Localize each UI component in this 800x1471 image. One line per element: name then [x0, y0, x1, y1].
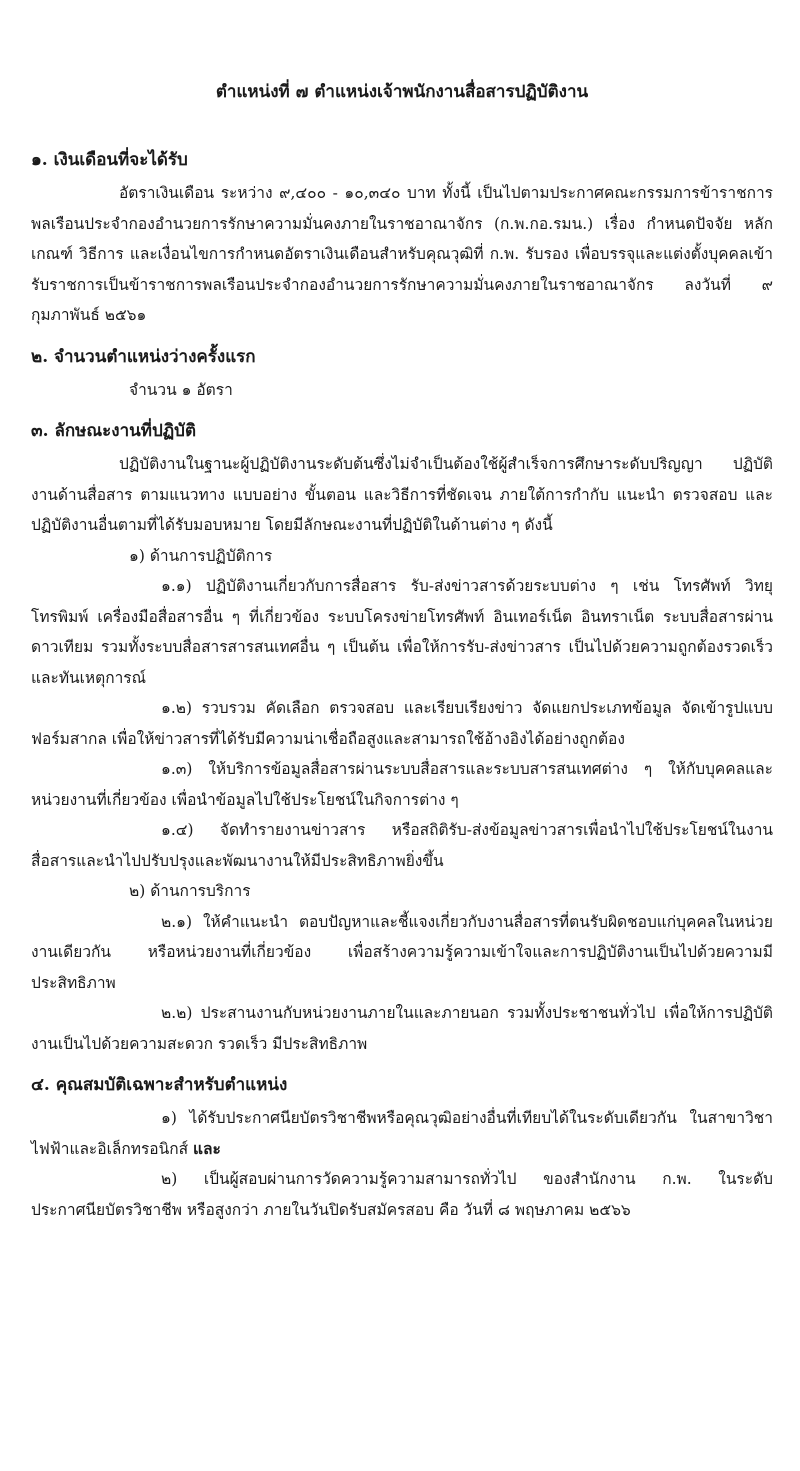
duty-item-1-3: ๑.๓) ให้บริการข้อมูลสื่อสารผ่านระบบสื่อสารและระบบสารสนเทศต่าง ๆ ให้กับบุคคลและ หน่วยงานที่เกี่ยวข้อง เพื่อนำข้อมูลไปใช้ประโยชน์ในกิจการต่าง ๆ	[31, 760, 773, 809]
section-salary	[31, 148, 773, 331]
qualification-item-1	[31, 1103, 773, 1164]
qualification-item-2: ๒) เป็นผู้สอบผ่านการวัดความรู้ความสามารถทั่วไป ของสำนักงาน ก.พ. ในระดับประกาศนียบัตรวิชาชีพ หรือสูงกว่า ภายในวันปิดรับสมัครสอบ คือ วันที่ ๘ พฤษภาคม ๒๕๖๖	[31, 1170, 773, 1219]
duty-item-1-2: ๑.๒) รวบรวม คัดเลือก ตรวจสอบ และเรียบเรียงข่าว จัดแยกประเภทข้อมูล จัดเข้ารูปแบบฟอร์มสากล เพื่อให้ข่าวสารที่ได้รับมีความน่าเชื่อถือสูงและสามารถใช้อ้างอิงได้อย่างถูกต้อง	[31, 699, 773, 748]
qualification-item-1-suffix: และ	[192, 1138, 221, 1158]
section-qualifications-heading: ๔. คุณสมบัติเฉพาะสำหรับตำแหน่ง	[31, 1075, 288, 1095]
duty-item-2-2: ๒.๒) ประสานงานกับหน่วยงานภายในและภายนอก รวมทั้งประชาชนทั่วไป เพื่อให้การปฏิบัติงานเป็นไปด้วยความสะดวก รวดเร็ว มีประสิทธิภาพ	[31, 1004, 773, 1053]
section-vacancies-body: จำนวน ๑ อัตรา	[129, 380, 233, 399]
section-duties-intro: ปฏิบัติงานในฐานะผู้ปฏิบัติงานระดับต้นซึ่งไม่จำเป็นต้องใช้ผู้สำเร็จการศึกษาระดับปริญญา ปฏิบัติงานด้านสื่อสาร ตามแนวทาง แบบอย่าง ขั้นตอน และวิธีการที่ชัดเจน ภายใต้การกำกับ แนะนำ ตรวจสอบ และปฏิบัติงานอื่นตามที่ได้รับมอบหมาย โดยมีลักษณะงานที่ปฏิบัติในด้านต่าง ๆ ดังนี้	[31, 455, 773, 534]
duties-service-heading: ๒) ด้านการบริการ	[129, 882, 251, 900]
section-vacancies-heading: ๒. จำนวนตำแหน่งว่างครั้งแรก	[31, 346, 256, 367]
duty-item-1-4: ๑.๔) จัดทำรายงานข่าวสาร หรือสถิติรับ-ส่งข้อมูลข่าวสารเพื่อนำไปใช้ประโยชน์ในงานสื่อสารและนำไปปรับปรุงและพัฒนางานให้มีประสิทธิภาพยิ่งขึ้น	[31, 821, 773, 870]
duty-item-2-1: ๒.๑) ให้คำแนะนำ ตอบปัญหาและชี้แจงเกี่ยวกับงานสื่อสารที่ตนรับผิดชอบแก่บุคคลในหน่วยงานเดียวกัน หรือหน่วยงานที่เกี่ยวข้อง เพื่อสร้างความรู้ความเข้าใจและการปฏิบัติงานเป็นไปด้วยความมีประสิทธิภาพ	[31, 912, 773, 992]
position-title: ตำแหน่งที่ ๗ ตำแหน่งเจ้าพนักงานสื่อสารปฏิบัติงาน	[215, 82, 589, 102]
section-salary-heading: ๑. เงินเดือนที่จะได้รับ	[31, 150, 188, 170]
section-vacancies	[31, 345, 773, 406]
section-duties-heading: ๓. ลักษณะงานที่ปฏิบัติ	[31, 421, 196, 441]
duty-item-1-1: ๑.๑) ปฏิบัติงานเกี่ยวกับการสื่อสาร รับ-ส่งข่าวสารด้วยระบบต่าง ๆ เช่น โทรศัพท์ วิทยุ โทรพิมพ์ เครื่องมือสื่อสารอื่น ๆ ที่เกี่ยวข้อง ระบบโครงข่ายโทรศัพท์ อินเทอร์เน็ต อินทราเน็ต ระบบสื่อสารผ่านดาวเทียม รวมทั้งระบบสื่อสารสารสนเทศอื่น ๆ เป็นต้น เพื่อให้การรับ-ส่งข่าวสาร เป็นไปด้วยความถูกต้องรวดเร็ว และทันเหตุการณ์	[31, 577, 773, 687]
duties-operations-heading: ๑) ด้านการปฏิบัติการ	[129, 546, 273, 565]
qualification-item-1-text: ๑) ได้รับประกาศนียบัตรวิชาชีพหรือคุณวุฒิอย่างอื่นที่เทียบได้ในระดับเดียวกัน ในสาขาวิชาไฟฟ้าและอิเล็กทรอนิกส์	[31, 1109, 773, 1158]
section-salary-body: อัตราเงินเดือน ระหว่าง ๙,๔๐๐ - ๑๐,๓๔๐ บาท ทั้งนี้ เป็นไปตามประกาศคณะกรรมการข้าราชการพลเรือนประจำกองอำนวยการรักษาความมั่นคงภายในราชอาณาจักร (ก.พ.กอ.รมน.) เรื่อง กำหนดปัจจัย หลักเกณฑ์ วิธีการ และเงื่อนไขการกำหนดอัตราเงินเดือนสำหรับคุณวุฒิที่ ก.พ. รับรอง เพื่อบรรจุและแต่งตั้งบุคคลเข้ารับราชการเป็นข้าราชการพลเรือนประจำกองอำนวยการรักษาความมั่นคงภายในราชอาณาจักร ลงวันที่ ๙ กุมภาพันธ์ ๒๕๖๑	[31, 184, 773, 324]
section-qualifications	[31, 1073, 773, 1225]
section-duties	[31, 419, 773, 1059]
